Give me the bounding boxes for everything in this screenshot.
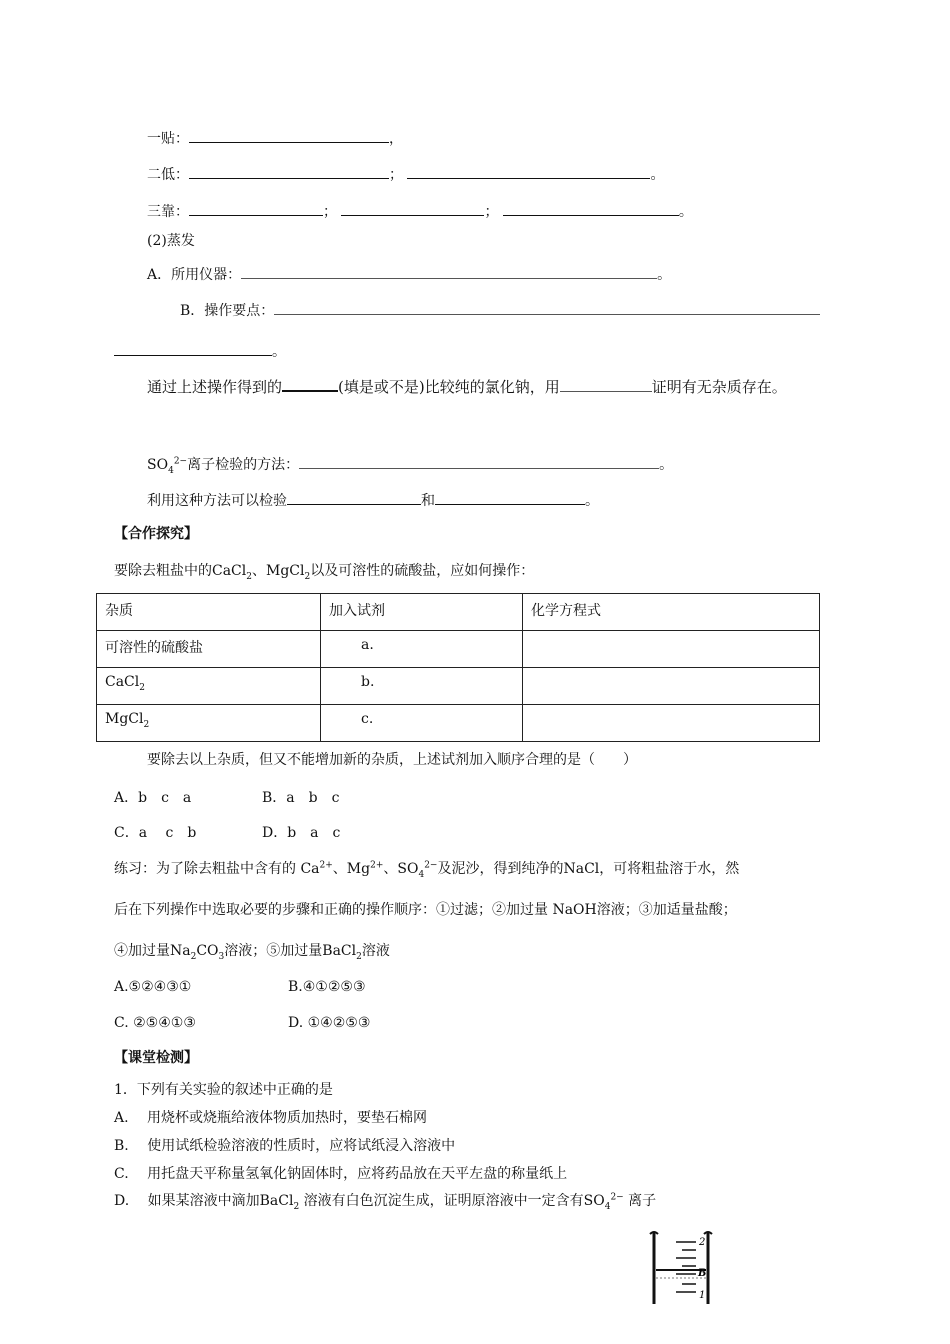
blank-field[interactable] (189, 201, 323, 216)
evaporation-b (180, 300, 820, 321)
graduation-marks (676, 1242, 696, 1292)
option-a[interactable]: A．b c a (114, 790, 192, 806)
blank-field[interactable] (189, 164, 389, 179)
label-apparatus: A．所用仪器： (147, 267, 242, 283)
label-key-points: B．操作要点： (180, 303, 275, 319)
subscript: 3 (218, 951, 225, 962)
blank-field[interactable] (299, 454, 659, 469)
blank-field[interactable] (560, 377, 652, 392)
superscript: 2− (610, 1192, 624, 1203)
filtration-line-1 (147, 128, 403, 149)
option-d[interactable]: D．b a c (262, 825, 341, 841)
superscript: 2+ (370, 860, 384, 871)
exercise-line-1 (114, 859, 739, 879)
exercise-line-3 (114, 941, 390, 961)
punct: 。 (650, 167, 665, 183)
text: 利用这种方法可以检验 (147, 493, 287, 509)
section-heading-check: 【课堂检测】 (114, 1050, 198, 1066)
subscript: 4 (418, 869, 425, 880)
blank-field[interactable] (274, 300, 820, 315)
text: 溶液；⑤加过量BaCl (224, 943, 357, 959)
check-question-1: 1．下列有关实验的叙述中正确的是 (114, 1082, 333, 1098)
punct: 。 (657, 267, 672, 283)
exercise-option-d[interactable]: D. ①④②⑤③ (288, 1015, 371, 1031)
coop-question (114, 561, 534, 581)
punct: 。 (585, 493, 599, 509)
graduated-cylinder-figure (646, 1228, 716, 1308)
check-option-a[interactable]: A. 用烧杯或烧瓶给液体物质加热时，要垫石棉网 (114, 1110, 428, 1126)
table-row (97, 668, 820, 705)
subscript: 2 (143, 719, 150, 730)
header-impurity: 杂质 (97, 594, 321, 631)
blank-field[interactable] (341, 201, 484, 216)
text: 及泥沙，得到纯净的NaCl，可将粗盐溶于水，然 (437, 861, 740, 877)
punct: 。 (659, 457, 674, 473)
punct: 。 (272, 344, 286, 360)
label-yitie: 一贴： (147, 131, 189, 147)
subscript: 4 (604, 1201, 611, 1212)
label-sankao: 三靠： (147, 204, 189, 220)
evaporation-a (147, 264, 671, 285)
formula: CaCl (105, 674, 140, 690)
mark-label-bottom: 1 (699, 1290, 706, 1301)
evaporation-title: (2)蒸发 (147, 233, 195, 249)
punct: ； (484, 204, 499, 220)
order-question: 要除去以上杂质，但又不能增加新的杂质，上述试剂加入顺序合理的是（ ） (147, 752, 637, 768)
subscript: 2 (190, 951, 197, 962)
text: 、Mg (332, 861, 371, 877)
superscript: 2− (173, 456, 188, 467)
text: CO (196, 943, 219, 959)
text: 以及可溶性的硫酸盐，应如何操作： (310, 563, 535, 579)
text: ④加过量Na (114, 943, 191, 959)
subscript: 2 (139, 682, 145, 693)
subscript: 4 (168, 465, 174, 476)
text: 、SO (383, 861, 419, 877)
label-erdi: 二低： (147, 167, 189, 183)
blank-field[interactable] (114, 341, 272, 356)
cell-impurity (97, 668, 321, 705)
text: 练习：为了除去粗盐中含有的 Ca (114, 861, 320, 877)
cell-reagent: a. (321, 631, 523, 668)
mark-label-mid: B (698, 1268, 707, 1279)
subscript: 2 (246, 571, 252, 582)
impurity-table (96, 593, 820, 742)
blank-field[interactable] (407, 164, 650, 179)
blank-field[interactable] (189, 128, 389, 143)
section-heading-coop: 【合作探究】 (114, 526, 198, 542)
cylinder-rim (650, 1232, 712, 1234)
exercise-option-c[interactable]: C. ②⑤④①③ (114, 1015, 196, 1031)
blank-field[interactable] (503, 201, 679, 216)
formula: SO (147, 457, 169, 473)
cell-equation[interactable] (523, 631, 820, 668)
cell-impurity: 可溶性的硫酸盐 (97, 631, 321, 668)
text: (填是或不是)比较纯的氯化钠，用 (338, 378, 560, 396)
text: 溶液有白色沉淀生成，证明原溶液中一定含有SO (299, 1193, 605, 1209)
text: 离子 (623, 1193, 657, 1209)
blank-field[interactable] (435, 490, 585, 505)
header-reagent: 加入试剂 (321, 594, 523, 631)
text: 要除去粗盐中的CaCl (114, 563, 247, 579)
text: 离子检验的方法： (187, 457, 300, 473)
filtration-line-3 (147, 201, 693, 222)
table-row (97, 631, 820, 668)
exercise-option-b[interactable]: B.④①②⑤③ (288, 979, 366, 995)
superscript: 2+ (319, 860, 333, 871)
text: 溶液 (361, 943, 390, 959)
subscript: 2 (356, 951, 362, 962)
punct: ； (389, 167, 403, 183)
evaporation-b-cont (114, 341, 286, 362)
exercise-line-2: 后在下列操作中选取必要的步骤和正确的操作顺序：①过滤；②加过量 NaOH溶液；③加适量盐酸； (114, 902, 737, 918)
sulfate-method-line (147, 454, 673, 475)
text: 证明有无杂质存在。 (651, 378, 787, 396)
check-option-d[interactable] (114, 1191, 656, 1211)
header-equation: 化学方程式 (523, 594, 820, 631)
blank-field[interactable] (282, 376, 338, 392)
table-header-row (97, 594, 820, 631)
text: D. 如果某溶液中滴加BaCl (114, 1193, 294, 1209)
check-option-b[interactable]: B. 使用试纸检验溶液的性质时，应将试纸浸入溶液中 (114, 1138, 456, 1154)
mark-label-top: 2 (699, 1237, 706, 1248)
text: 和 (421, 493, 435, 509)
cell-reagent: b. (321, 668, 523, 705)
blank-field[interactable] (241, 264, 657, 279)
text: 通过上述操作得到的 (147, 378, 283, 396)
sulfate-use-line (147, 490, 599, 511)
punct: ； (323, 204, 337, 220)
formula: MgCl (105, 711, 144, 727)
filtration-line-2 (147, 164, 664, 185)
conclusion-line (147, 376, 787, 397)
cell-equation[interactable] (523, 705, 820, 742)
table-row (97, 705, 820, 742)
option-b[interactable]: B．a b c (262, 790, 340, 806)
subscript: 2 (304, 571, 311, 582)
cell-impurity (97, 705, 321, 742)
option-c[interactable]: C．a c b (114, 825, 197, 841)
blank-field[interactable] (287, 490, 421, 505)
exercise-option-a[interactable]: A.⑤②④③① (114, 979, 192, 995)
cell-reagent: c. (321, 705, 523, 742)
text: 、MgCl (251, 563, 305, 579)
punct: 。 (678, 204, 693, 220)
subscript: 2 (293, 1201, 300, 1212)
cell-equation[interactable] (523, 668, 820, 705)
check-option-c[interactable]: C. 用托盘天平称量氢氧化钠固体时，应将药品放在天平左盘的称量纸上 (114, 1166, 568, 1182)
punct: ， (389, 131, 403, 147)
superscript: 2− (424, 860, 438, 871)
